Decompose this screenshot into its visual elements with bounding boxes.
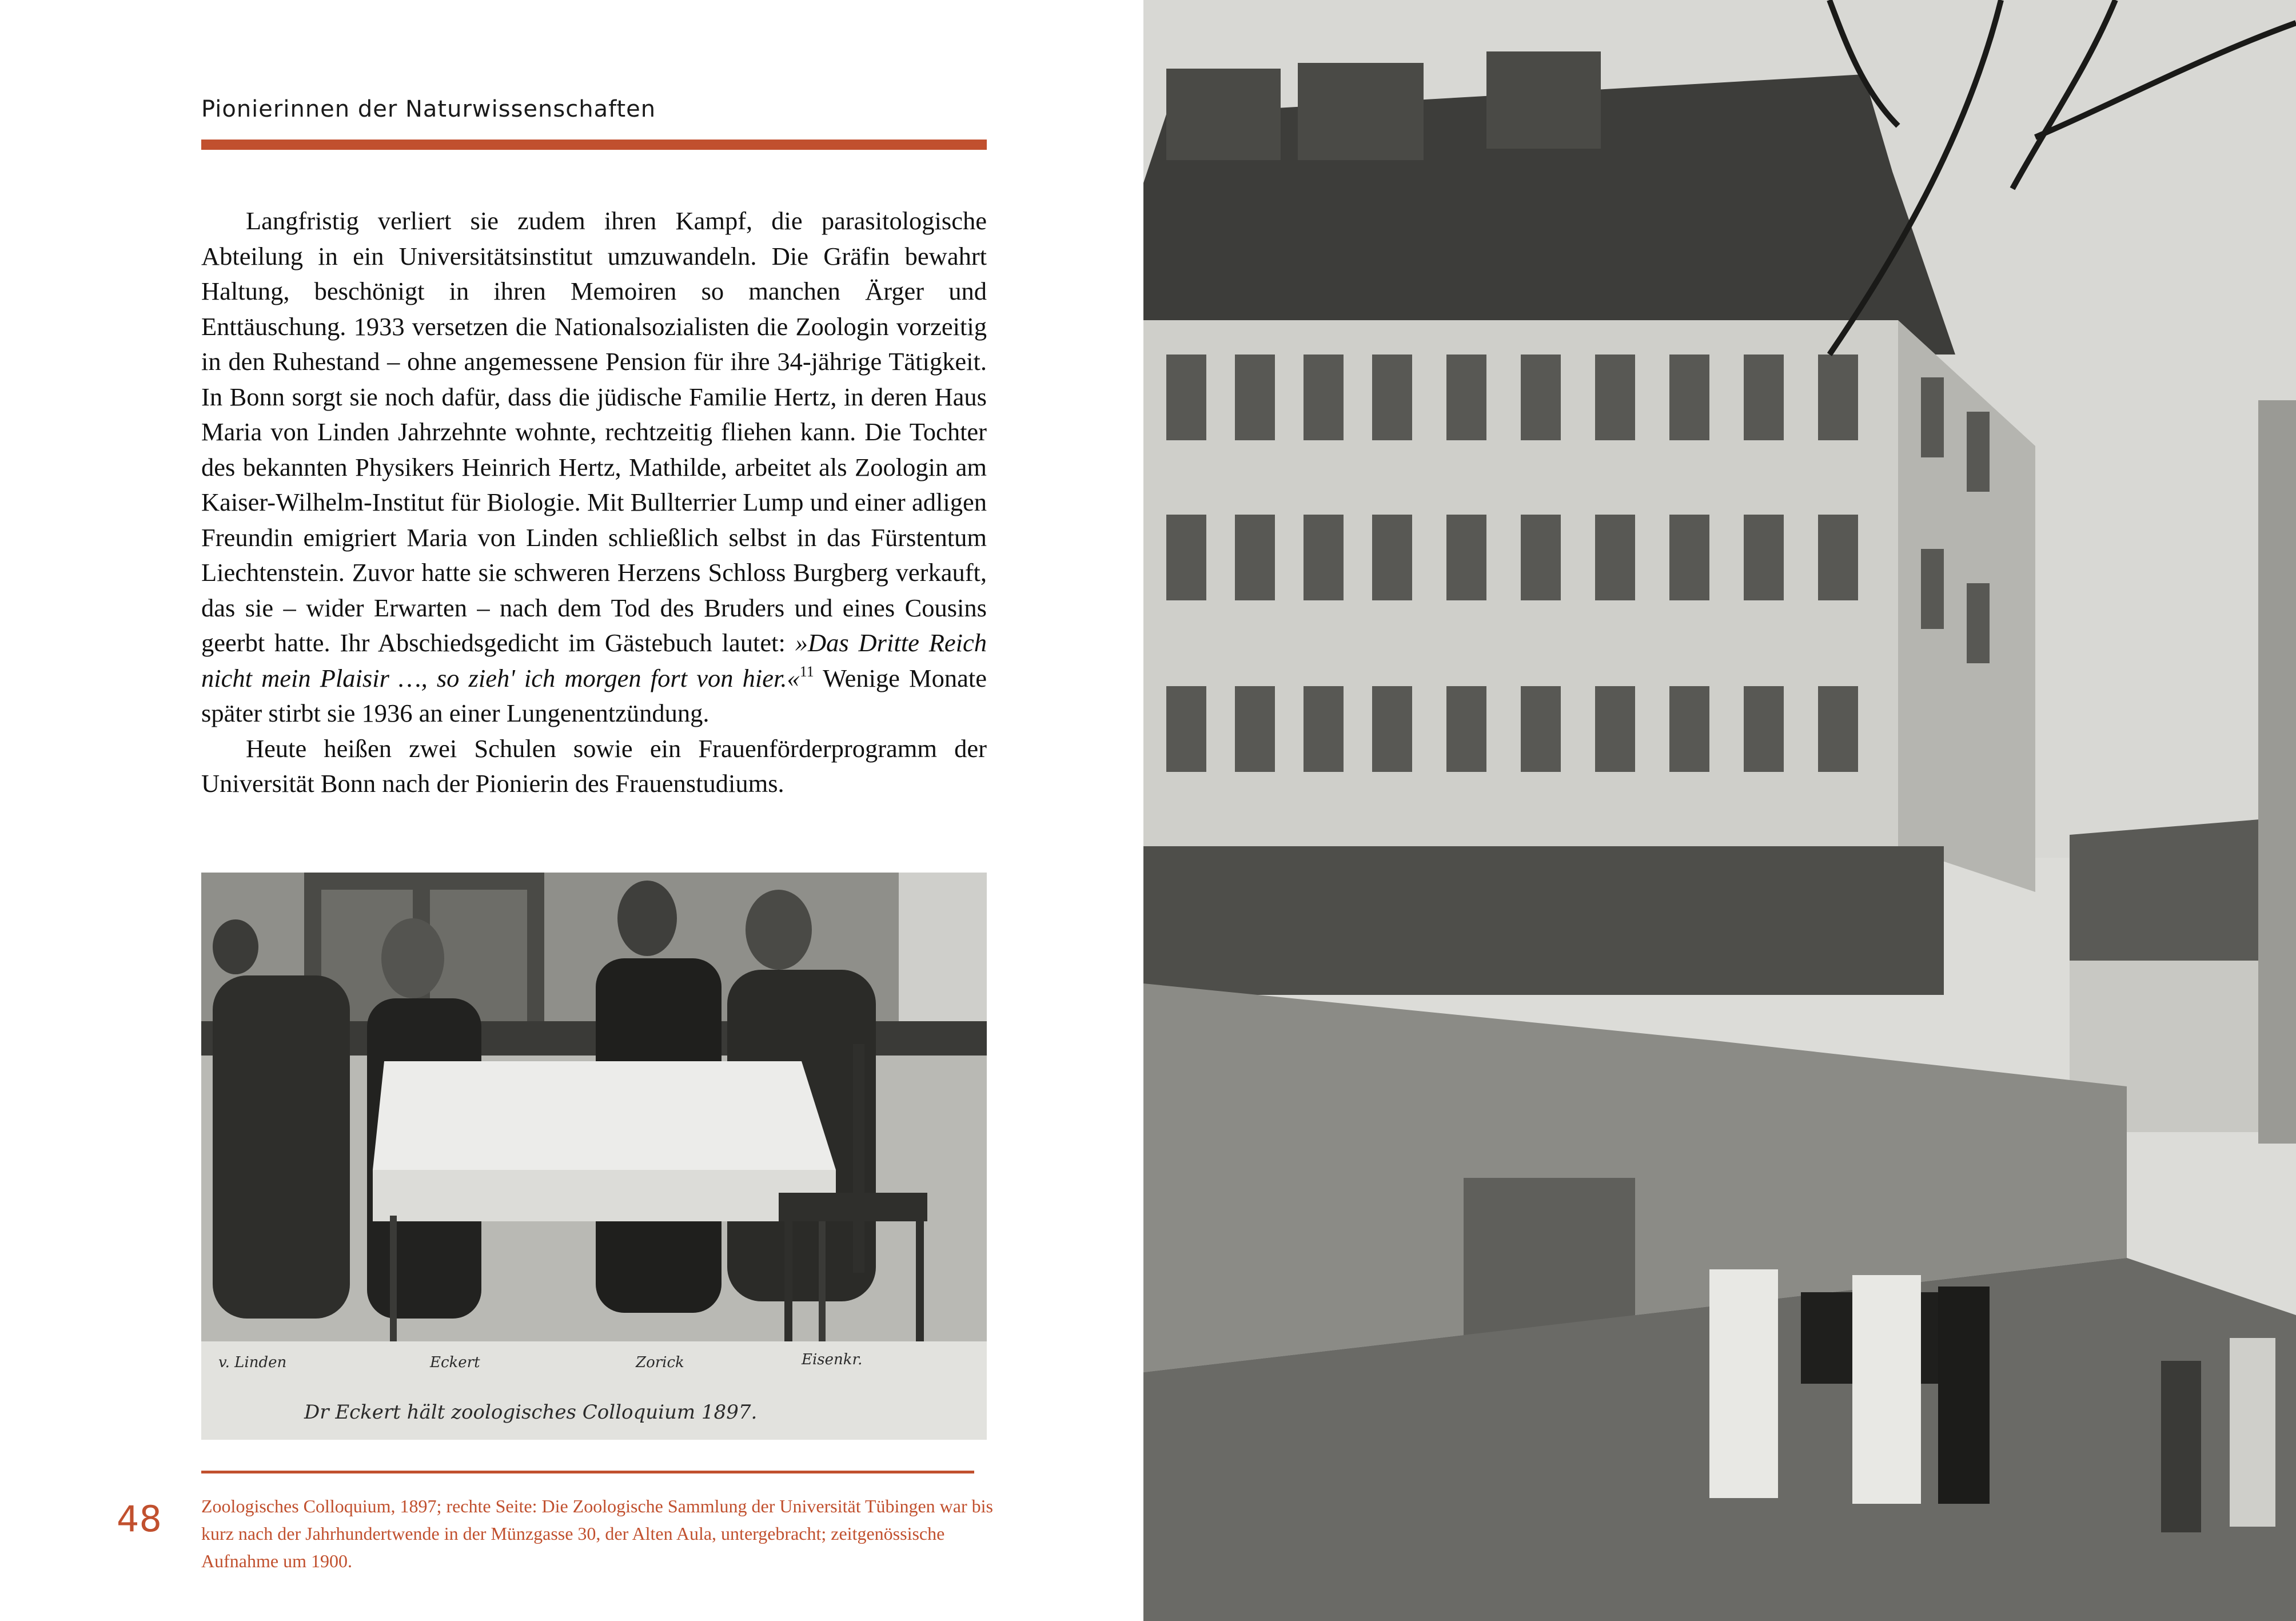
farewell-quote: »Das Dritte Reich nicht mein Plaisir …, so zieh' ich morgen fort von hier.« — [201, 628, 987, 692]
paragraph-1-end: Wenige Monate später stirbt sie 1936 an einer Lungenentzündung. — [201, 663, 987, 727]
caption-rule — [201, 1471, 974, 1473]
body-text — [201, 204, 987, 802]
photo-inscription: Dr Eckert hält zoologisches Colloquium 1897. — [304, 1401, 758, 1424]
signature-linden: v. Linden — [218, 1354, 287, 1371]
caption: Zoologisches Colloquium, 1897; rechte Seite: Die Zoologische Sammlung der Universität Tübingen war bis kurz nach der Jahrhundertwende in der Münzgasse 30, der Alten Aula, untergebracht; zeitgenössische Aufnahme um 1900. — [201, 1496, 993, 1571]
signature-eisenkr: Eisenkr. — [802, 1351, 863, 1368]
paragraph-2: Heute heißen zwei Schulen sowie ein Frauenförderprogramm der Universität Bonn nach der Pionierin des Frauenstudiums. — [201, 734, 987, 798]
footnote-ref: 11 — [799, 663, 814, 680]
paragraph-1-text: Langfristig verliert sie zudem ihren Kampf, die parasitologische Abteilung in ein Universitätsinstitut umzuwandeln. Die Gräfin bewahrt Haltung, beschönigt in ihren Memoiren so manchen Ärger und Enttäuschung. 1933 versetzen die Nationalsozialisten die Zoologin vorzeitig in den Ruhestand – ohne angemessene Pension für ihre 34-jährige Tätigkeit. In Bonn sorgt sie noch dafür, dass die jüdische Familie Hertz, in deren Haus Maria von Linden Jahrzehnte wohnte, rechtzeitig fliehen kann. Die Tochter des bekannten Physikers Heinrich Hertz, Mathilde, arbeitet als Zoologin am Kaiser-Wilhelm-Institut für Biologie. Mit Bullterrier Lump und einer adligen Freundin emigriert Maria von Linden schließlich selbst in das Fürstentum Liechtenstein. Zuvor hatte sie schweren Herzens Schloss Burgberg verkauft, das sie – wider Erwarten – nach dem Tod des Bruders und eines Cousins geerbt hatte. Ihr Abschiedsgedicht im Gästebuch lautet: — [201, 206, 987, 657]
alte-aula-photo — [1143, 0, 2296, 1621]
right-page-photo — [1143, 0, 2296, 1621]
colloquium-photo — [201, 873, 987, 1440]
page-number: 48 — [117, 1498, 162, 1540]
running-head: Pionierinnen der Naturwissenschaften — [201, 96, 656, 122]
header-rule — [201, 140, 987, 150]
left-page — [0, 0, 1143, 1621]
paragraph-1 — [201, 204, 987, 731]
signature-zorick: Zorick — [636, 1354, 684, 1371]
signature-eckert: Eckert — [430, 1354, 480, 1371]
